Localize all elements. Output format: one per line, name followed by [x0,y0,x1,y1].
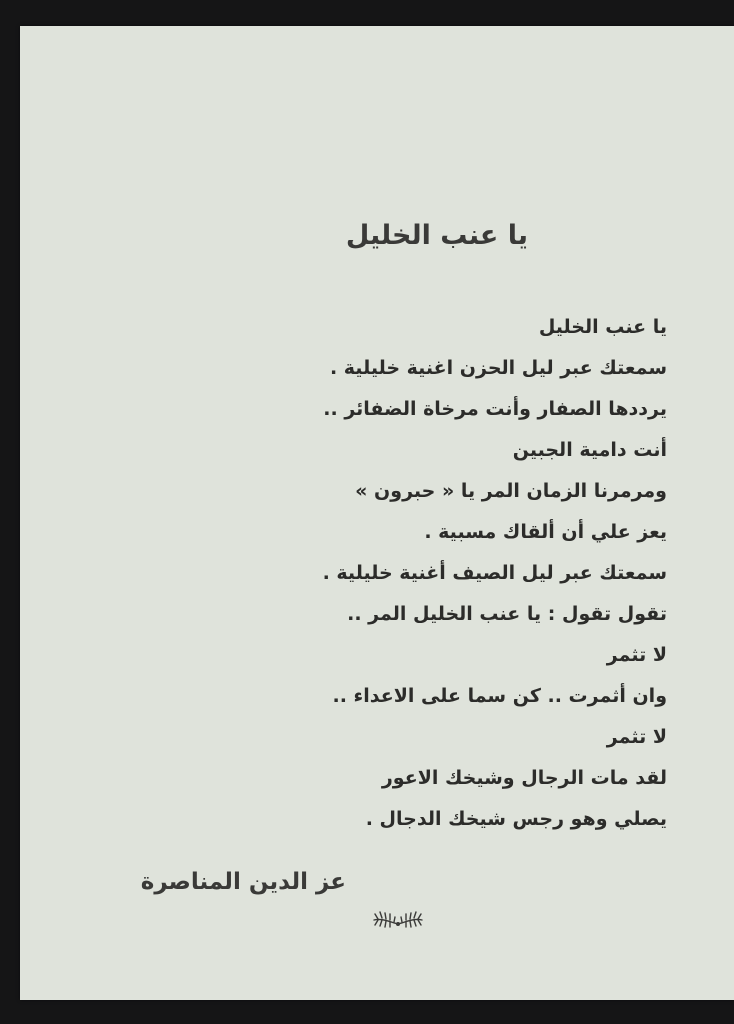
poem-line: أنت دامية الجبين [512,439,667,461]
poem-line: يصلي وهو رجس شيخك الدجال . [365,808,667,830]
poem-line: ومرمرنا الزمان المر يا « حبرون » [355,480,667,502]
poem-body [207,307,667,840]
poem-line: يعز علي أن ألقاك مسبية . [424,521,667,543]
poem-line: لا تثمر [606,644,667,666]
poem-line: لقد مات الرجال وشيخك الاعور [381,767,667,789]
poem-title: يا عنب الخليل [345,220,528,251]
poem-line: يرددها الصفار وأنت مرخاة الضفائر .. [323,398,667,420]
poem-line: سمعتك عبر ليل الحزن اغنية خليلية . [329,357,667,379]
poem-line: لا تثمر [606,726,667,748]
leaf-ornament-icon [362,904,434,934]
poem-line: يا عنب الخليل [538,316,667,338]
poem-line: وان أثمرت .. كن سما على الاعداء .. [332,685,667,707]
poem-line: سمعتك عبر ليل الصيف أغنية خليلية . [322,562,667,584]
author-name: عز الدين المناصرة [140,869,346,895]
document-page [20,26,734,1000]
poem-line: تقول تقول : يا عنب الخليل المر .. [347,603,667,625]
